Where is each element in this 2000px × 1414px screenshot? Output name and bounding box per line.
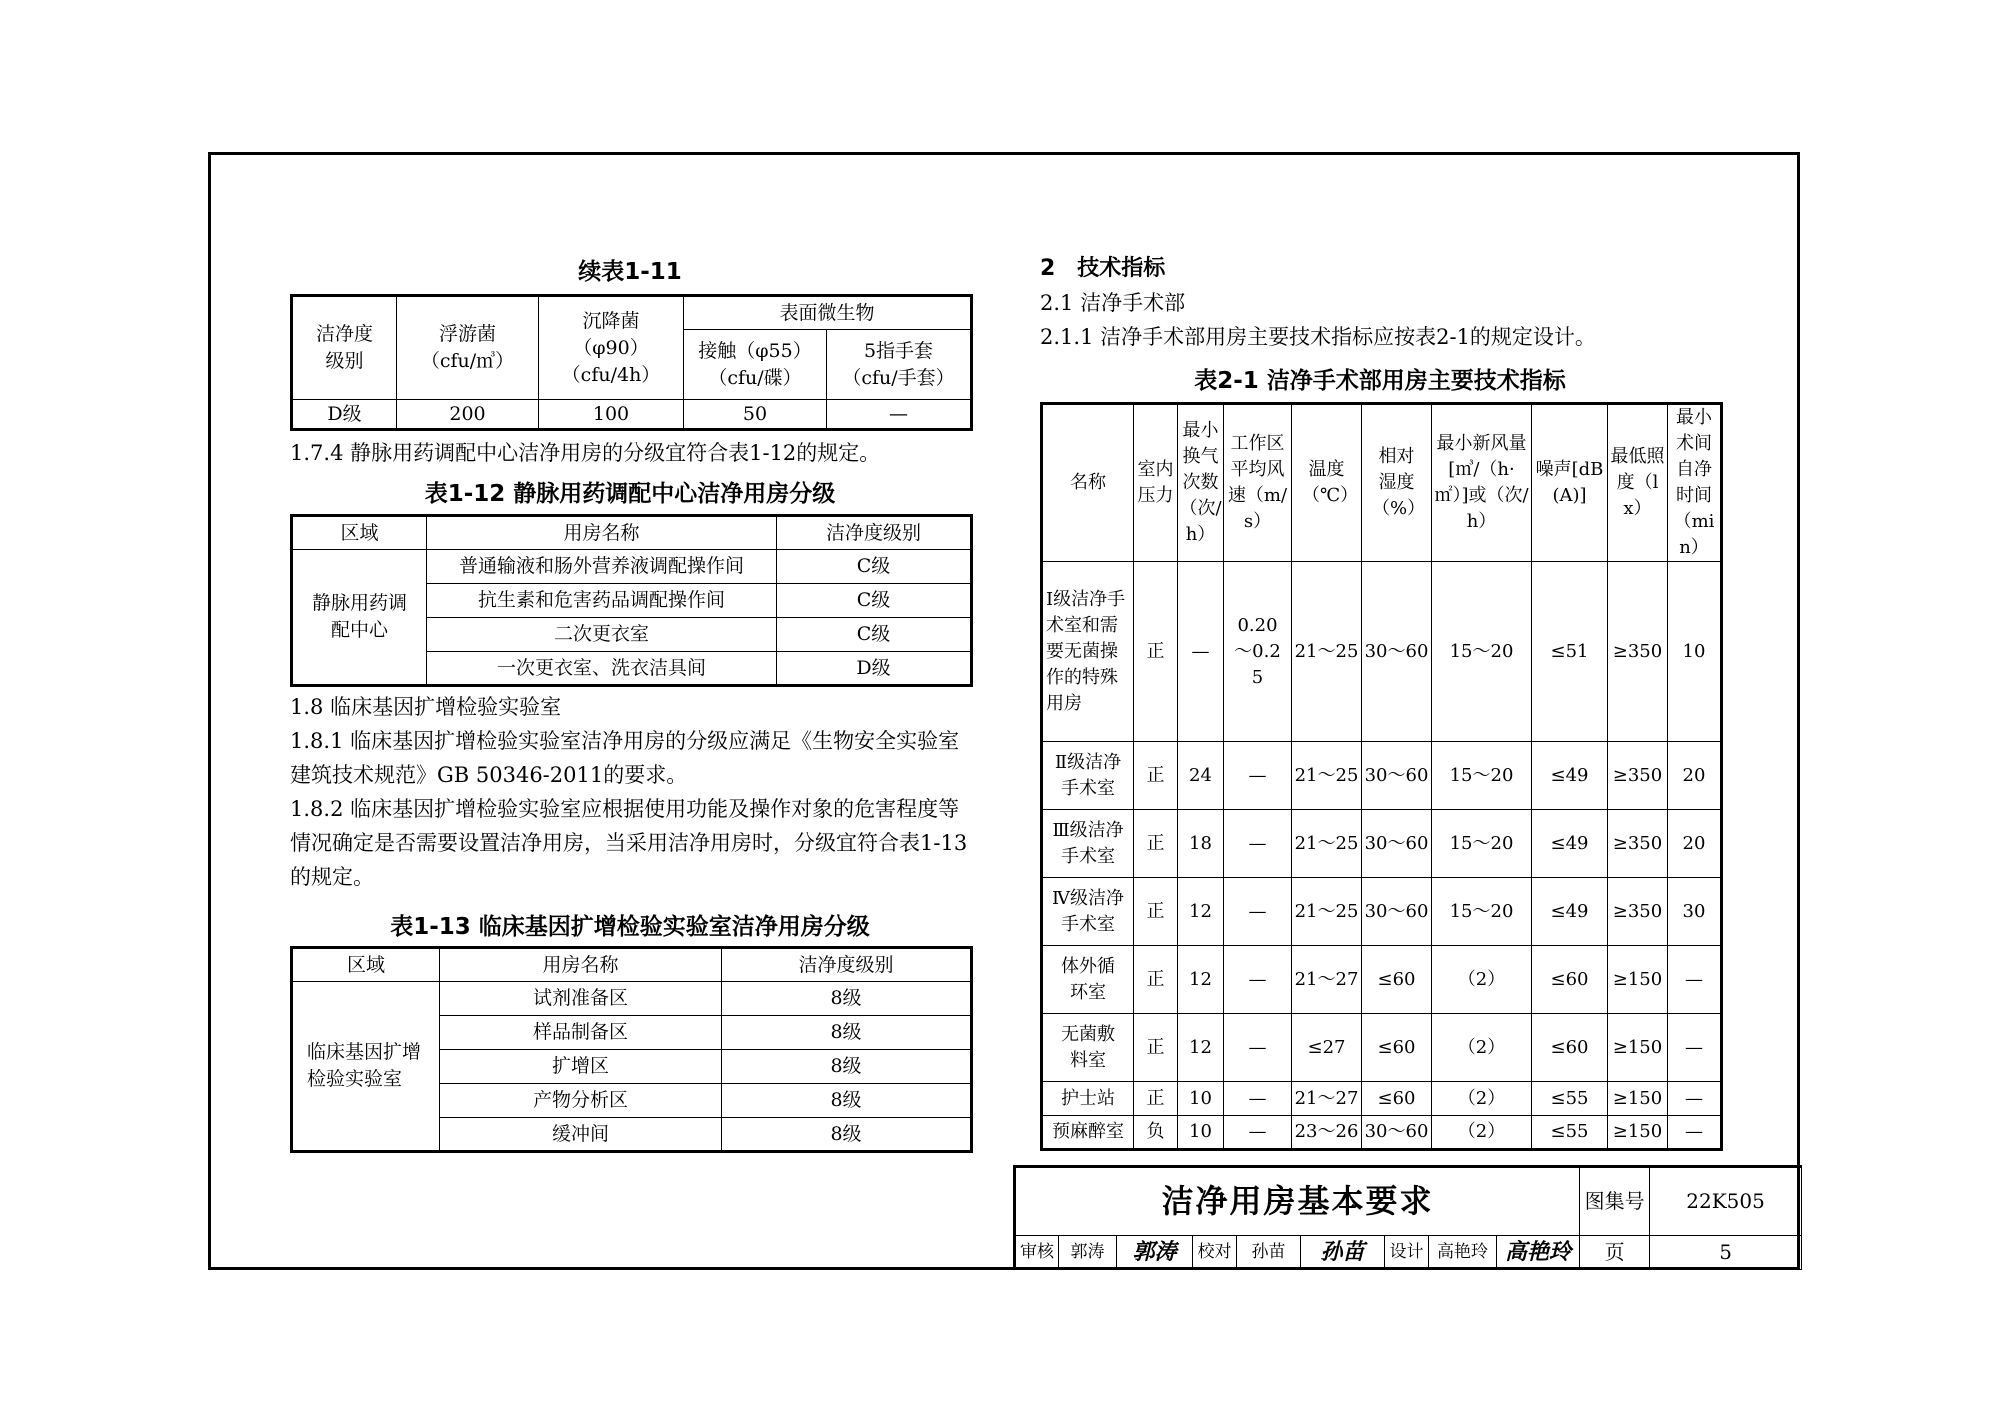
- header-airborne-bacteria: 浮游菌 （cfu/㎥）: [397, 296, 539, 400]
- table-row: 缓冲间 8级: [292, 1118, 972, 1152]
- para-1-7-4: 1.7.4 静脉用药调配中心洁净用房的分级宜符合表1-12的规定。: [290, 441, 881, 465]
- table-1-13: [290, 946, 973, 1153]
- table-row: Ⅱ级洁净手术室 正 24 — 21～25 30～60 15～20 ≤49 ≥350 20: [1042, 742, 1722, 810]
- section-2-1: 2.1 洁净手术部: [1040, 291, 1186, 315]
- table-row: Ⅲ级洁净手术室 正 18 — 21～25 30～60 15～20 ≤49 ≥350 20: [1042, 810, 1722, 878]
- table-2-1: [1040, 402, 1723, 1151]
- atlas-number: 22K505: [1650, 1167, 1802, 1236]
- header-pressure: 室内压力: [1134, 404, 1178, 562]
- designer-name: 高艳玲: [1429, 1235, 1497, 1269]
- table-1-12-caption: 表1-12 静脉用药调配中心洁净用房分级: [424, 481, 836, 507]
- header-room-name: 用房名称: [427, 516, 777, 550]
- header-glove: 5指手套 （cfu/手套）: [827, 330, 972, 400]
- header-self-clean-time: 最小术间自净时间（min）: [1668, 404, 1722, 562]
- table-2-1-caption: 表2-1 洁净手术部用房主要技术指标: [1194, 368, 1566, 394]
- header-air-velocity: 工作区平均风速（m/s）: [1224, 404, 1292, 562]
- table-row: 一次更衣室、洗衣洁具间 D级: [292, 652, 972, 686]
- header-fresh-air: 最小新风量[㎥/（h·㎡）]或（次/h）: [1432, 404, 1532, 562]
- table-row: 护士站 正 10 — 21～27 ≤60 （2） ≤55 ≥150 —: [1042, 1082, 1722, 1116]
- table-row: 抗生素和危害药品调配操作间 C级: [292, 584, 972, 618]
- table-row: D级 200 100 50 —: [292, 400, 972, 430]
- table-row: 扩增区 8级: [292, 1050, 972, 1084]
- reviewer-name: 郭涛: [1059, 1235, 1117, 1269]
- table-row: 预麻醉室 负 10 — 23～26 30～60 （2） ≤55 ≥150 —: [1042, 1116, 1722, 1150]
- header-name: 名称: [1042, 404, 1134, 562]
- header-room-name: 用房名称: [440, 948, 722, 982]
- design-label: 设计: [1385, 1235, 1429, 1269]
- header-region: 区域: [292, 516, 427, 550]
- header-contact: 接触（φ55） （cfu/碟）: [684, 330, 827, 400]
- drawing-title: 洁净用房基本要求: [1015, 1167, 1580, 1236]
- para-2-1-1: 2.1.1 洁净手术部用房主要技术指标应按表2-1的规定设计。: [1040, 325, 1596, 349]
- table-1-13-caption: 表1-13 临床基因扩增检验实验室洁净用房分级: [390, 914, 870, 940]
- header-noise: 噪声[dB(A)]: [1532, 404, 1608, 562]
- table-row: Ⅳ级洁净手术室 正 12 — 21～25 30～60 15～20 ≤49 ≥350 30: [1042, 878, 1722, 946]
- designer-signature: 高艳玲: [1497, 1235, 1580, 1269]
- section-2-heading: 2 技术指标: [1040, 256, 1166, 281]
- table-1-12: [290, 514, 973, 687]
- atlas-label: 图集号: [1580, 1167, 1650, 1236]
- table-1-11: [290, 294, 973, 431]
- check-label: 校对: [1193, 1235, 1237, 1269]
- review-label: 审核: [1015, 1235, 1059, 1269]
- header-region: 区域: [292, 948, 440, 982]
- header-cleanliness-level: 洁净度级别: [292, 296, 397, 400]
- para-1-8: 1.8 临床基因扩增检验实验室 1.8.1 临床基因扩增检验实验室洁净用房的分级应满足《生物安全实验室建筑技术规范》GB 50346-2011的要求。 1.8.2 临床基因扩增检验实验室应根据使用功能及操作对象的危害程度等情况确定是否需要设置洁净用房，当采用洁净用房时，分级宜符合表1-13的规定。: [290, 695, 968, 889]
- header-settling-bacteria: 沉降菌 （φ90） （cfu/4h）: [539, 296, 684, 400]
- title-block: [1013, 1165, 1800, 1270]
- header-illuminance: 最低照度（lx）: [1608, 404, 1668, 562]
- header-surface-microbes: 表面微生物: [684, 296, 972, 330]
- table-row: 静脉用药调配中心 普通输液和肠外营养液调配操作间 C级: [292, 550, 972, 584]
- page-number: 5: [1650, 1235, 1802, 1269]
- checker-signature: 孙苗: [1301, 1235, 1385, 1269]
- header-cleanliness: 洁净度级别: [722, 948, 972, 982]
- table-1-11-caption: 续表1-11: [578, 259, 682, 285]
- table-row: 产物分析区 8级: [292, 1084, 972, 1118]
- region-cell: 静脉用药调配中心: [292, 550, 427, 686]
- table-row: 临床基因扩增检验实验室 试剂准备区 8级: [292, 982, 972, 1016]
- region-cell: 临床基因扩增检验实验室: [292, 982, 440, 1152]
- reviewer-signature: 郭涛: [1117, 1235, 1193, 1269]
- table-row: 体外循环室 正 12 — 21～27 ≤60 （2） ≤60 ≥150 —: [1042, 946, 1722, 1014]
- checker-name: 孙苗: [1237, 1235, 1301, 1269]
- header-temperature: 温度（℃）: [1292, 404, 1362, 562]
- header-cleanliness: 洁净度级别: [777, 516, 972, 550]
- table-row: 样品制备区 8级: [292, 1016, 972, 1050]
- header-air-changes: 最小换气次数（次/h）: [1178, 404, 1224, 562]
- header-humidity: 相对湿度（%）: [1362, 404, 1432, 562]
- page-label: 页: [1580, 1235, 1650, 1269]
- table-row: 二次更衣室 C级: [292, 618, 972, 652]
- section-2: [1040, 252, 1740, 354]
- table-row: 无菌敷料室 正 12 — ≤27 ≤60 （2） ≤60 ≥150 —: [1042, 1014, 1722, 1082]
- table-row: Ⅰ级洁净手术室和需要无菌操作的特殊用房 正 — 0.20～0.25 21～25 30～60 15～20 ≤51 ≥350 10: [1042, 562, 1722, 742]
